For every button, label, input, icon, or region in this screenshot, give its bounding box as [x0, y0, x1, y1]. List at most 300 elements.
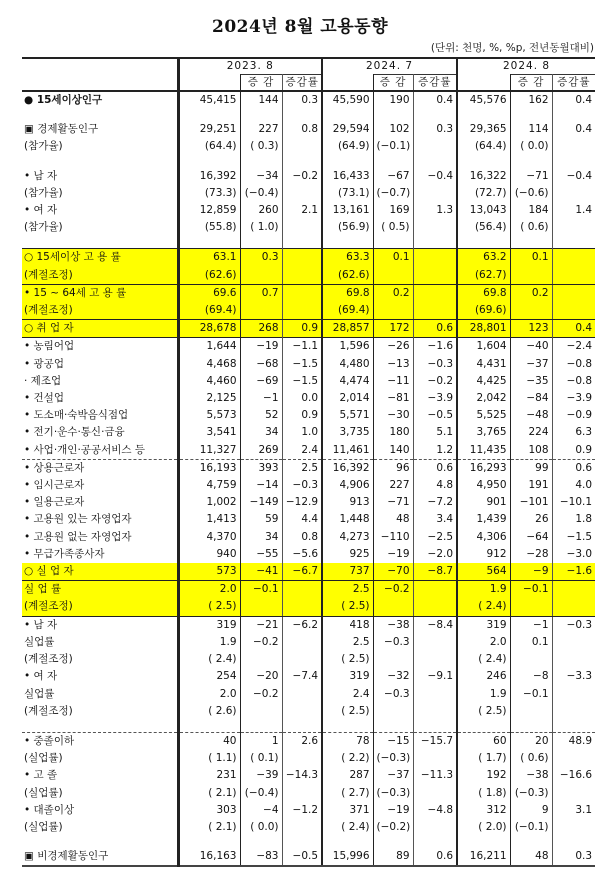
cell-value: ( 1.0)	[240, 219, 282, 236]
table-row	[22, 442, 595, 460]
cell-value: 0.6	[413, 848, 457, 866]
cell-value: −19	[373, 546, 413, 563]
cell-value: −1	[240, 390, 282, 407]
row-label: ● 15세이상인구	[22, 91, 178, 109]
cell-value: 11,435	[457, 442, 510, 460]
cell-value	[282, 284, 322, 302]
cell-value: ( 0.3)	[240, 138, 282, 155]
cell-value: −39	[240, 767, 282, 784]
spacer-row	[22, 109, 595, 121]
row-label: (참가율)	[22, 185, 178, 202]
cell-value: ( 1.7)	[457, 750, 510, 767]
header-row-subcolumns	[22, 75, 595, 92]
cell-value: 0.4	[575, 94, 593, 106]
cell-value: −8.4	[413, 616, 457, 634]
table-row	[22, 598, 595, 616]
cell-value: −1.6	[413, 338, 457, 356]
row-label: • 여 자	[22, 202, 178, 219]
cell-value: −0.1	[510, 581, 552, 599]
cell-value	[552, 686, 595, 703]
cell-value: −37	[373, 767, 413, 784]
table-row	[22, 320, 595, 338]
row-label: • 전기·운수·통신·금융	[22, 424, 178, 441]
cell-value: 48	[510, 848, 552, 866]
cell-value	[240, 703, 282, 720]
cell-value: −34	[240, 168, 282, 185]
cell-value: 45,576	[457, 91, 510, 109]
cell-value: −0.4	[413, 168, 457, 185]
cell-value	[282, 819, 322, 836]
cell-value: (72.7)	[457, 185, 510, 202]
cell-value: 52	[240, 407, 282, 424]
cell-value: −8	[510, 668, 552, 685]
cell-value	[413, 267, 457, 285]
cell-value: ( 0.0)	[510, 138, 552, 155]
cell-value: 180	[373, 424, 413, 441]
cell-value: 2.0	[178, 581, 240, 599]
cell-value: 162	[510, 91, 552, 109]
row-label: • 대졸이상	[22, 802, 178, 819]
cell-value: −2.4	[552, 338, 595, 356]
cell-value: 16,211	[457, 848, 510, 866]
cell-value: −110	[373, 529, 413, 546]
cell-value: −9.1	[413, 668, 457, 685]
cell-value: 319	[457, 616, 510, 634]
change-header: 증 감	[510, 75, 552, 92]
cell-value: 925	[322, 546, 373, 563]
row-label: • 고용원 없는 자영업자	[22, 529, 178, 546]
cell-value: (62.7)	[457, 267, 510, 285]
cell-value: (−0.3)	[510, 785, 552, 802]
cell-value: 3,735	[322, 424, 373, 441]
cell-value: ( 1.1)	[178, 750, 240, 767]
cell-value: (69.6)	[457, 302, 510, 320]
cell-value: −0.3	[373, 634, 413, 651]
cell-value: −1.5	[282, 356, 322, 373]
cell-value: 4,480	[322, 356, 373, 373]
cell-value: (69.4)	[178, 302, 240, 320]
cell-value: −149	[240, 494, 282, 511]
cell-value	[552, 581, 595, 599]
cell-value: −0.8	[566, 357, 593, 370]
row-label: (계절조정)	[22, 267, 178, 285]
cell-value: 114	[510, 121, 552, 138]
cell-value: −0.1	[240, 581, 282, 599]
cell-value	[552, 634, 595, 651]
row-label: (실업률)	[22, 819, 178, 836]
cell-value: −30	[373, 407, 413, 424]
cell-value: ( 2.5)	[322, 703, 373, 720]
cell-value	[552, 302, 595, 320]
cell-value: −0.9	[566, 409, 593, 422]
cell-value: ( 2.4)	[178, 651, 240, 668]
spacer-row	[22, 236, 595, 249]
cell-value: 1.4	[575, 204, 593, 217]
cell-value: −26	[373, 338, 413, 356]
cell-value: −0.4	[566, 169, 593, 182]
row-label: • 남 자	[22, 168, 178, 185]
cell-value	[282, 785, 322, 802]
cell-value: ( 2.5)	[322, 651, 373, 668]
cell-value: 287	[322, 767, 373, 784]
cell-value: 1,596	[322, 338, 373, 356]
cell-value	[510, 651, 552, 668]
cell-value: 393	[240, 459, 282, 477]
cell-value: −0.2	[282, 168, 322, 185]
cell-value	[552, 651, 595, 668]
cell-value: −11	[373, 373, 413, 390]
cell-value: −7.2	[413, 494, 457, 511]
cell-value: −81	[373, 390, 413, 407]
cell-value: −38	[373, 616, 413, 634]
cell-value: 2.5	[322, 634, 373, 651]
cell-value: 169	[373, 202, 413, 219]
cell-value: ( 2.2)	[322, 750, 373, 767]
cell-value: −1	[510, 616, 552, 634]
cell-value: (−0.2)	[373, 819, 413, 836]
cell-value: −4.8	[413, 802, 457, 819]
cell-value: −83	[240, 848, 282, 866]
row-label: • 여 자	[22, 668, 178, 685]
cell-value	[282, 185, 322, 202]
cell-value	[240, 267, 282, 285]
cell-value: 246	[457, 668, 510, 685]
cell-value: 912	[457, 546, 510, 563]
cell-value: 573	[178, 563, 240, 581]
cell-value	[552, 785, 595, 802]
cell-value: 69.8	[322, 284, 373, 302]
cell-value: −15.7	[413, 732, 457, 750]
cell-value: 4,431	[457, 356, 510, 373]
cell-value: 6.3	[575, 426, 593, 439]
cell-value: 268	[240, 320, 282, 338]
cell-value: 4,906	[322, 477, 373, 494]
spacer-row	[22, 720, 595, 733]
cell-value: −3.0	[566, 547, 593, 560]
cell-value: 224	[510, 424, 552, 441]
cell-value: −2.0	[413, 546, 457, 563]
row-label: • 고용원 있는 자영업자	[22, 511, 178, 528]
table-row	[22, 651, 595, 668]
row-label: • 도소매·숙박음식점업	[22, 407, 178, 424]
table-row	[22, 407, 595, 424]
cell-value	[282, 750, 322, 767]
cell-value: −0.2	[240, 634, 282, 651]
spacer-row	[22, 156, 595, 168]
cell-value: (69.4)	[322, 302, 373, 320]
cell-value: 0.1	[510, 249, 552, 267]
cell-value: 0.3	[282, 91, 322, 109]
cell-value: 0.9	[575, 443, 593, 456]
table-row	[22, 185, 595, 202]
table-row	[22, 267, 595, 285]
cell-value: (62.6)	[322, 267, 373, 285]
cell-value: 144	[240, 91, 282, 109]
cell-value	[552, 598, 595, 616]
cell-value: 16,322	[457, 168, 510, 185]
spacer-row	[22, 836, 595, 848]
cell-value: 1.8	[575, 513, 593, 526]
table-row	[22, 819, 595, 836]
cell-value: −11.3	[413, 767, 457, 784]
cell-value: (−0.3)	[373, 750, 413, 767]
cell-value: −2.5	[413, 529, 457, 546]
cell-value: 3,765	[457, 424, 510, 441]
cell-value: (−0.4)	[240, 785, 282, 802]
cell-value: 2.0	[457, 634, 510, 651]
cell-value	[282, 138, 322, 155]
cell-value: −3.9	[566, 392, 593, 405]
cell-value: −1.1	[282, 338, 322, 356]
cell-value: 0.2	[510, 284, 552, 302]
cell-value	[240, 651, 282, 668]
cell-value: 48.9	[552, 732, 595, 750]
cell-value: 13,043	[457, 202, 510, 219]
cell-value: 0.9	[282, 320, 322, 338]
cell-value: 16,193	[178, 459, 240, 477]
row-label: • 15 ~ 64세 고 용 률	[22, 284, 178, 302]
cell-value: −0.5	[413, 407, 457, 424]
cell-value: 4,306	[457, 529, 510, 546]
table-row	[22, 424, 595, 441]
row-label: • 중졸이하	[22, 732, 178, 750]
page-title: 2024년 8월 고용동향	[211, 17, 388, 37]
cell-value: −14.3	[282, 767, 322, 784]
cell-value: 28,801	[457, 320, 510, 338]
cell-value: −0.2	[413, 373, 457, 390]
cell-value: −19	[373, 802, 413, 819]
period-header: 2023. 8	[178, 58, 322, 75]
row-label: (계절조정)	[22, 651, 178, 668]
row-label: (실업률)	[22, 750, 178, 767]
cell-value: 123	[510, 320, 552, 338]
cell-value	[373, 703, 413, 720]
table-row	[22, 511, 595, 528]
row-label: • 사업·개인·공공서비스 등	[22, 442, 178, 460]
row-label: ○ 15세이상 고 용 률	[22, 249, 178, 267]
cell-value: 16,392	[178, 168, 240, 185]
cell-value: 564	[457, 563, 510, 581]
cell-value: −84	[510, 390, 552, 407]
cell-value: −37	[510, 356, 552, 373]
cell-value	[282, 249, 322, 267]
cell-value: 16,293	[457, 459, 510, 477]
cell-value: 108	[510, 442, 552, 460]
cell-value	[282, 581, 322, 599]
row-label: (계절조정)	[22, 703, 178, 720]
cell-value: −40	[510, 338, 552, 356]
cell-value: 69.8	[457, 284, 510, 302]
table-row	[22, 546, 595, 563]
cell-value	[240, 302, 282, 320]
cell-value: 0.1	[510, 634, 552, 651]
cell-value: 0.6	[413, 320, 457, 338]
cell-value	[282, 651, 322, 668]
cell-value	[373, 267, 413, 285]
cell-value: 4,474	[322, 373, 373, 390]
cell-value	[413, 138, 457, 155]
table-row	[22, 668, 595, 685]
row-label: (계절조정)	[22, 302, 178, 320]
cell-value	[240, 598, 282, 616]
table-row	[22, 529, 595, 546]
cell-value: −32	[373, 668, 413, 685]
row-label: • 무급가족종사자	[22, 546, 178, 563]
cell-value: 69.6	[178, 284, 240, 302]
cell-value: 0.8	[282, 529, 322, 546]
cell-value: ( 2.4)	[457, 598, 510, 616]
table-row	[22, 634, 595, 651]
cell-value: 4,759	[178, 477, 240, 494]
row-label: • 상용근로자	[22, 459, 178, 477]
table-row	[22, 356, 595, 373]
row-label: • 남 자	[22, 616, 178, 634]
cell-value	[413, 302, 457, 320]
cell-value: 4.4	[282, 511, 322, 528]
cell-value: 45,590	[322, 91, 373, 109]
cell-value: −68	[240, 356, 282, 373]
cell-value: −7.4	[282, 668, 322, 685]
cell-value	[552, 284, 595, 302]
cell-value: −3.3	[566, 670, 593, 683]
cell-value: −38	[510, 767, 552, 784]
cell-value: 184	[510, 202, 552, 219]
cell-value: −14	[240, 477, 282, 494]
cell-value: 16,163	[178, 848, 240, 866]
cell-value: (56.4)	[457, 219, 510, 236]
cell-value: ( 2.6)	[178, 703, 240, 720]
cell-value: −15	[373, 732, 413, 750]
cell-value: ( 2.5)	[457, 703, 510, 720]
period-header: 2024. 8	[457, 58, 595, 75]
cell-value: −1.6	[552, 563, 595, 581]
cell-value: −12.9	[282, 494, 322, 511]
cell-value: 371	[322, 802, 373, 819]
row-label: (참가율)	[22, 138, 178, 155]
cell-value: ( 2.4)	[457, 651, 510, 668]
cell-value: 48	[373, 511, 413, 528]
cell-value: 5,525	[457, 407, 510, 424]
cell-value: ( 1.8)	[457, 785, 510, 802]
header-row-periods	[22, 58, 595, 75]
table-row	[22, 138, 595, 155]
cell-value: 227	[373, 477, 413, 494]
cell-value: 2,042	[457, 390, 510, 407]
row-label: • 농림어업	[22, 338, 178, 356]
change-header: 증 감	[240, 75, 282, 92]
cell-value: (62.6)	[178, 267, 240, 285]
cell-value: 15,996	[322, 848, 373, 866]
cell-value	[282, 634, 322, 651]
cell-value: 312	[457, 802, 510, 819]
cell-value: −71	[510, 168, 552, 185]
cell-value	[510, 267, 552, 285]
cell-value: 2.0	[178, 686, 240, 703]
cell-value: 89	[373, 848, 413, 866]
cell-value: 1,439	[457, 511, 510, 528]
cell-value: (−0.1)	[510, 819, 552, 836]
cell-value: 1,604	[457, 338, 510, 356]
change-rate-header: 증감률	[413, 75, 457, 92]
cell-value: 418	[322, 616, 373, 634]
table-row	[22, 802, 595, 819]
cell-value: ( 2.5)	[178, 598, 240, 616]
cell-value: 60	[457, 732, 510, 750]
cell-value: 4,425	[457, 373, 510, 390]
cell-value: 2.6	[282, 732, 322, 750]
cell-value: −6.7	[282, 563, 322, 581]
cell-value: 1,413	[178, 511, 240, 528]
cell-value: 0.8	[282, 121, 322, 138]
cell-value: (−0.4)	[240, 185, 282, 202]
cell-value: 1	[240, 732, 282, 750]
cell-value: ( 2.5)	[322, 598, 373, 616]
row-label: • 임시근로자	[22, 477, 178, 494]
cell-value: 20	[510, 732, 552, 750]
cell-value: (−0.6)	[510, 185, 552, 202]
cell-value: 1.2	[413, 442, 457, 460]
cell-value: 0.7	[240, 284, 282, 302]
cell-value: 2.4	[322, 686, 373, 703]
cell-value: ( 0.5)	[373, 219, 413, 236]
cell-value: −71	[373, 494, 413, 511]
cell-value: 913	[322, 494, 373, 511]
cell-value: −0.5	[282, 848, 322, 866]
row-label: · 제조업	[22, 373, 178, 390]
cell-value: ( 2.0)	[457, 819, 510, 836]
cell-value	[413, 634, 457, 651]
cell-value: −1.5	[282, 373, 322, 390]
table-row	[22, 338, 595, 356]
cell-value: −19	[240, 338, 282, 356]
cell-value: 34	[240, 424, 282, 441]
cell-value	[552, 219, 595, 236]
cell-value: 4.0	[575, 479, 593, 492]
cell-value: 2,125	[178, 390, 240, 407]
row-label: • 광공업	[22, 356, 178, 373]
cell-value	[552, 703, 595, 720]
cell-value: 0.6	[413, 459, 457, 477]
cell-value: −20	[240, 668, 282, 685]
cell-value: −64	[510, 529, 552, 546]
cell-value	[282, 686, 322, 703]
cell-value: 190	[373, 91, 413, 109]
cell-value: 2.1	[282, 202, 322, 219]
cell-value: 0.4	[575, 123, 593, 136]
cell-value: 4,950	[457, 477, 510, 494]
table-row	[22, 168, 595, 185]
cell-value: 260	[240, 202, 282, 219]
cell-value: 0.4	[413, 91, 457, 109]
cell-value: −4	[240, 802, 282, 819]
cell-value: −101	[510, 494, 552, 511]
row-label: ▣ 비경제활동인구	[22, 848, 178, 866]
cell-value: (−0.7)	[373, 185, 413, 202]
table-row	[22, 494, 595, 511]
cell-value: 16,433	[322, 168, 373, 185]
cell-value: 2.4	[282, 442, 322, 460]
cell-value: ( 0.6)	[510, 219, 552, 236]
cell-value: −5.6	[282, 546, 322, 563]
cell-value: 5,571	[322, 407, 373, 424]
cell-value	[552, 819, 595, 836]
row-label: (참가율)	[22, 219, 178, 236]
cell-value: 11,327	[178, 442, 240, 460]
cell-value: 0.4	[552, 320, 595, 338]
cell-value: −0.2	[240, 686, 282, 703]
cell-value: 11,461	[322, 442, 373, 460]
cell-value	[510, 703, 552, 720]
